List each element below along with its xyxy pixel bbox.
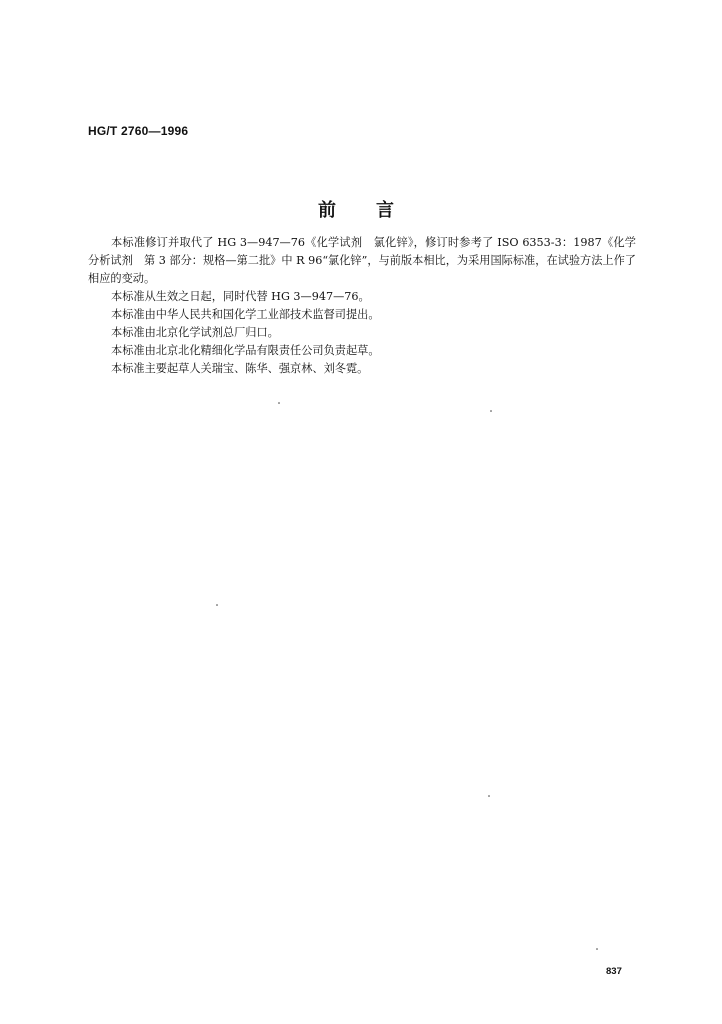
paragraph-drafting-unit: 本标准由北京北化精细化学品有限责任公司负责起草。 (111, 344, 380, 357)
paragraph-revision-note: 本标准修订并取代了 HG 3—947—76《化学试剂 氯化锌》，修订时参考了 ISO 6353-3：1987《化学分析试剂 第 3 部分：规格—第二批》中 R 96“氯化锌”，与前版本相比，为采用国际标准，在试验方法上作了相应的变动。 (88, 236, 636, 285)
paragraph-drafters: 本标准主要起草人关瑞宝、陈华、强京林、刘冬霓。 (111, 362, 369, 375)
paragraph-effective-date: 本标准从生效之日起，同时代替 HG 3—947—76。 (111, 290, 370, 303)
scan-speck (488, 795, 490, 797)
page-title: 前言 (318, 200, 434, 221)
scan-speck (490, 410, 492, 412)
foreword-body (88, 234, 636, 378)
standard-code: HG/T 2760—1996 (88, 124, 189, 138)
scan-speck (216, 604, 218, 606)
scan-speck (278, 402, 280, 404)
paragraph-administrator: 本标准由北京化学试剂总厂归口。 (111, 326, 279, 339)
page-number: 837 (606, 966, 622, 977)
paragraph-proposer: 本标准由中华人民共和国化学工业部技术监督司提出。 (111, 308, 380, 321)
scan-speck (596, 948, 598, 950)
